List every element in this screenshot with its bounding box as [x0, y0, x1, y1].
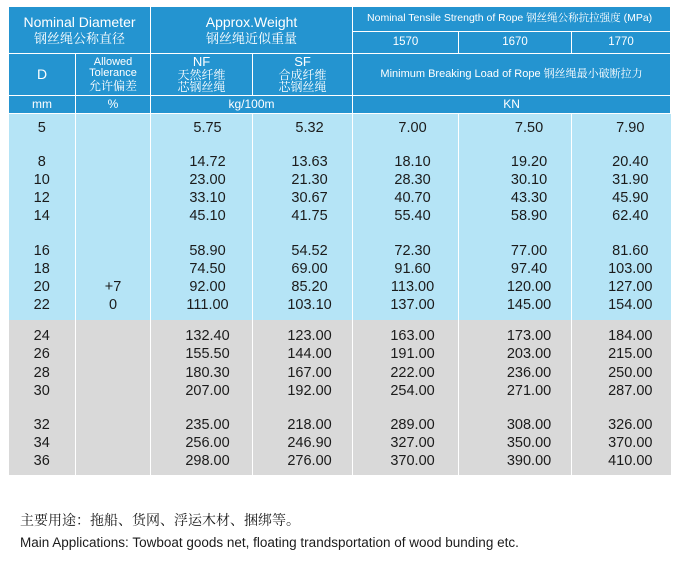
load-1770-cell: 20.40 [572, 153, 671, 171]
nf-weight-cell: 33.10 [151, 189, 253, 207]
load-1570-cell: 40.70 [353, 189, 459, 207]
load-1770-cell: 287.00 [572, 382, 671, 400]
load-1670-cell: 390.00 [459, 452, 572, 470]
tensile-strength-header: Nominal Tensile Strength of Rope 钢丝绳公称抗拉强度 (MPa) [353, 7, 671, 32]
diameter-cell: 14 [9, 207, 76, 225]
nf-weight-cell: 58.90 [151, 241, 253, 259]
load-1570-cell: 18.10 [353, 153, 459, 171]
unit-kn: KN [353, 96, 671, 114]
load-1570-cell: 55.40 [353, 207, 459, 225]
load-1670-cell: 30.10 [459, 171, 572, 189]
diameter-cell: 16 [9, 241, 76, 259]
load-1770-cell: 103.00 [572, 260, 671, 278]
grade-1570: 1570 [353, 32, 459, 54]
tolerance-cell [76, 434, 151, 452]
sf-cn1: 合成纤维 [278, 67, 327, 82]
nf-weight-cell: 155.50 [151, 345, 253, 363]
sf-weight-cell: 41.75 [253, 207, 353, 225]
diameter-cell: 30 [9, 382, 76, 400]
sf-en: SF [294, 54, 311, 70]
load-1570-cell: 72.30 [353, 241, 459, 259]
table-row [9, 119, 671, 137]
applications-cn: 主要用途：拖船、货网、浮运木材、捆绑等。 [20, 513, 300, 529]
nf-weight-cell: 235.00 [151, 416, 253, 434]
table-row [9, 278, 671, 296]
diameter-cell: 34 [9, 434, 76, 452]
grade-1670: 1670 [459, 32, 572, 54]
load-1770-cell: 31.90 [572, 171, 671, 189]
tolerance-cell [76, 119, 151, 137]
spacer-row [9, 225, 671, 241]
sf-weight-cell: 69.00 [253, 260, 353, 278]
applications-en: Main Applications: Towboat goods net, floating trandsportation of wood bunding etc. [20, 535, 519, 550]
allowed-tolerance-en: Allowed Tolerance [89, 55, 137, 80]
load-1570-cell: 327.00 [353, 434, 459, 452]
table-row [9, 207, 671, 225]
tolerance-cell [76, 364, 151, 382]
load-1770-cell: 7.90 [572, 119, 671, 137]
spacer-row [9, 137, 671, 153]
tolerance-cell [76, 241, 151, 259]
nf-weight-cell: 180.30 [151, 364, 253, 382]
sf-weight-cell: 167.00 [253, 364, 353, 382]
nominal-diameter-header [9, 7, 151, 54]
tolerance-cell [76, 189, 151, 207]
load-1670-cell: 43.30 [459, 189, 572, 207]
tolerance-cell [76, 260, 151, 278]
load-1770-cell: 184.00 [572, 327, 671, 345]
approx-weight-cn: 钢丝绳近似重量 [206, 30, 298, 46]
diameter-cell: 28 [9, 364, 76, 382]
d-header: D [9, 54, 76, 96]
load-1770-cell: 154.00 [572, 296, 671, 314]
sf-weight-cell: 123.00 [253, 327, 353, 345]
sf-cn2: 芯钢丝绳 [278, 80, 327, 95]
table-row [9, 241, 671, 259]
table-row [9, 171, 671, 189]
tolerance-cell [76, 416, 151, 434]
sf-header [253, 54, 353, 96]
load-1770-cell: 370.00 [572, 434, 671, 452]
table-row [9, 296, 671, 314]
load-1570-cell: 137.00 [353, 296, 459, 314]
approx-weight-header [151, 7, 353, 54]
tolerance-cell [76, 382, 151, 400]
load-1570-cell: 254.00 [353, 382, 459, 400]
diameter-cell: 8 [9, 153, 76, 171]
load-1570-cell: 191.00 [353, 345, 459, 363]
load-1670-cell: 120.00 [459, 278, 572, 296]
load-1770-cell: 250.00 [572, 364, 671, 382]
load-1570-cell: 289.00 [353, 416, 459, 434]
nf-en: NF [192, 54, 211, 70]
diameter-cell: 10 [9, 171, 76, 189]
diameter-cell: 26 [9, 345, 76, 363]
allowed-tolerance-cn: 允许偏差 [89, 78, 138, 93]
sf-weight-cell: 144.00 [253, 345, 353, 363]
sf-weight-cell: 246.90 [253, 434, 353, 452]
diameter-cell: 24 [9, 327, 76, 345]
tolerance-lower: 0 [76, 296, 151, 314]
nf-weight-cell: 23.00 [151, 171, 253, 189]
grade-1770: 1770 [572, 32, 671, 54]
table-row [9, 345, 671, 363]
nf-cn1: 天然纤维 [177, 67, 226, 82]
load-1670-cell: 77.00 [459, 241, 572, 259]
approx-weight-en: Approx.Weight [205, 13, 298, 30]
nominal-diameter-cn: 钢丝绳公称直径 [34, 30, 126, 46]
sf-weight-cell: 218.00 [253, 416, 353, 434]
nf-header [151, 54, 253, 96]
unit-mm: mm [9, 96, 76, 114]
tolerance-upper: +7 [76, 278, 151, 296]
load-1670-cell: 203.00 [459, 345, 572, 363]
rope-spec-table [8, 6, 671, 475]
load-1670-cell: 308.00 [459, 416, 572, 434]
load-1770-cell: 81.60 [572, 241, 671, 259]
sf-weight-cell: 103.10 [253, 296, 353, 314]
min-breaking-load-header: Minimum Breaking Load of Rope 钢丝绳最小破断拉力 [353, 54, 671, 96]
footer [20, 510, 660, 554]
nf-weight-cell: 298.00 [151, 452, 253, 470]
spacer-row [9, 400, 671, 416]
spacer-row [9, 471, 671, 475]
load-1570-cell: 163.00 [353, 327, 459, 345]
unit-weight: kg/100m [151, 96, 353, 114]
allowed-tolerance-header [76, 54, 151, 96]
nf-weight-cell: 111.00 [151, 296, 253, 314]
sf-weight-cell: 192.00 [253, 382, 353, 400]
load-1770-cell: 62.40 [572, 207, 671, 225]
sf-weight-cell: 5.32 [253, 119, 353, 137]
nf-weight-cell: 5.75 [151, 119, 253, 137]
nf-weight-cell: 256.00 [151, 434, 253, 452]
table-row [9, 452, 671, 470]
table-row [9, 153, 671, 171]
table-row [9, 260, 671, 278]
nf-cn2: 芯钢丝绳 [177, 80, 226, 95]
load-1670-cell: 97.40 [459, 260, 572, 278]
load-1670-cell: 271.00 [459, 382, 572, 400]
sf-weight-cell: 85.20 [253, 278, 353, 296]
load-1770-cell: 326.00 [572, 416, 671, 434]
diameter-cell: 18 [9, 260, 76, 278]
load-1570-cell: 113.00 [353, 278, 459, 296]
load-1670-cell: 145.00 [459, 296, 572, 314]
nf-weight-cell: 92.00 [151, 278, 253, 296]
sf-weight-cell: 30.67 [253, 189, 353, 207]
nominal-diameter-en: Nominal Diameter [23, 13, 136, 30]
load-1570-cell: 7.00 [353, 119, 459, 137]
tolerance-cell [76, 327, 151, 345]
tolerance-cell [76, 171, 151, 189]
nf-weight-cell: 207.00 [151, 382, 253, 400]
sf-weight-cell: 13.63 [253, 153, 353, 171]
load-1670-cell: 58.90 [459, 207, 572, 225]
tolerance-cell [76, 153, 151, 171]
table-body [9, 114, 671, 475]
diameter-cell: 5 [9, 119, 76, 137]
load-1570-cell: 91.60 [353, 260, 459, 278]
spacer-row [9, 320, 671, 327]
tolerance-cell [76, 207, 151, 225]
load-1670-cell: 173.00 [459, 327, 572, 345]
table-row [9, 189, 671, 207]
sf-weight-cell: 54.52 [253, 241, 353, 259]
tolerance-cell [76, 452, 151, 470]
load-1670-cell: 350.00 [459, 434, 572, 452]
diameter-cell: 36 [9, 452, 76, 470]
nf-weight-cell: 14.72 [151, 153, 253, 171]
load-1770-cell: 215.00 [572, 345, 671, 363]
table-row [9, 364, 671, 382]
table-row [9, 327, 671, 345]
load-1570-cell: 370.00 [353, 452, 459, 470]
tolerance-cell [76, 345, 151, 363]
load-1770-cell: 45.90 [572, 189, 671, 207]
load-1670-cell: 236.00 [459, 364, 572, 382]
load-1570-cell: 28.30 [353, 171, 459, 189]
table-row [9, 416, 671, 434]
unit-percent: % [76, 96, 151, 114]
sf-weight-cell: 21.30 [253, 171, 353, 189]
sf-weight-cell: 276.00 [253, 452, 353, 470]
load-1670-cell: 7.50 [459, 119, 572, 137]
nf-weight-cell: 45.10 [151, 207, 253, 225]
nf-weight-cell: 132.40 [151, 327, 253, 345]
diameter-cell: 12 [9, 189, 76, 207]
load-1770-cell: 410.00 [572, 452, 671, 470]
diameter-cell: 32 [9, 416, 76, 434]
load-1770-cell: 127.00 [572, 278, 671, 296]
diameter-cell: 20 [9, 278, 76, 296]
table-row [9, 382, 671, 400]
load-1570-cell: 222.00 [353, 364, 459, 382]
table-row [9, 434, 671, 452]
diameter-cell: 22 [9, 296, 76, 314]
load-1670-cell: 19.20 [459, 153, 572, 171]
nf-weight-cell: 74.50 [151, 260, 253, 278]
